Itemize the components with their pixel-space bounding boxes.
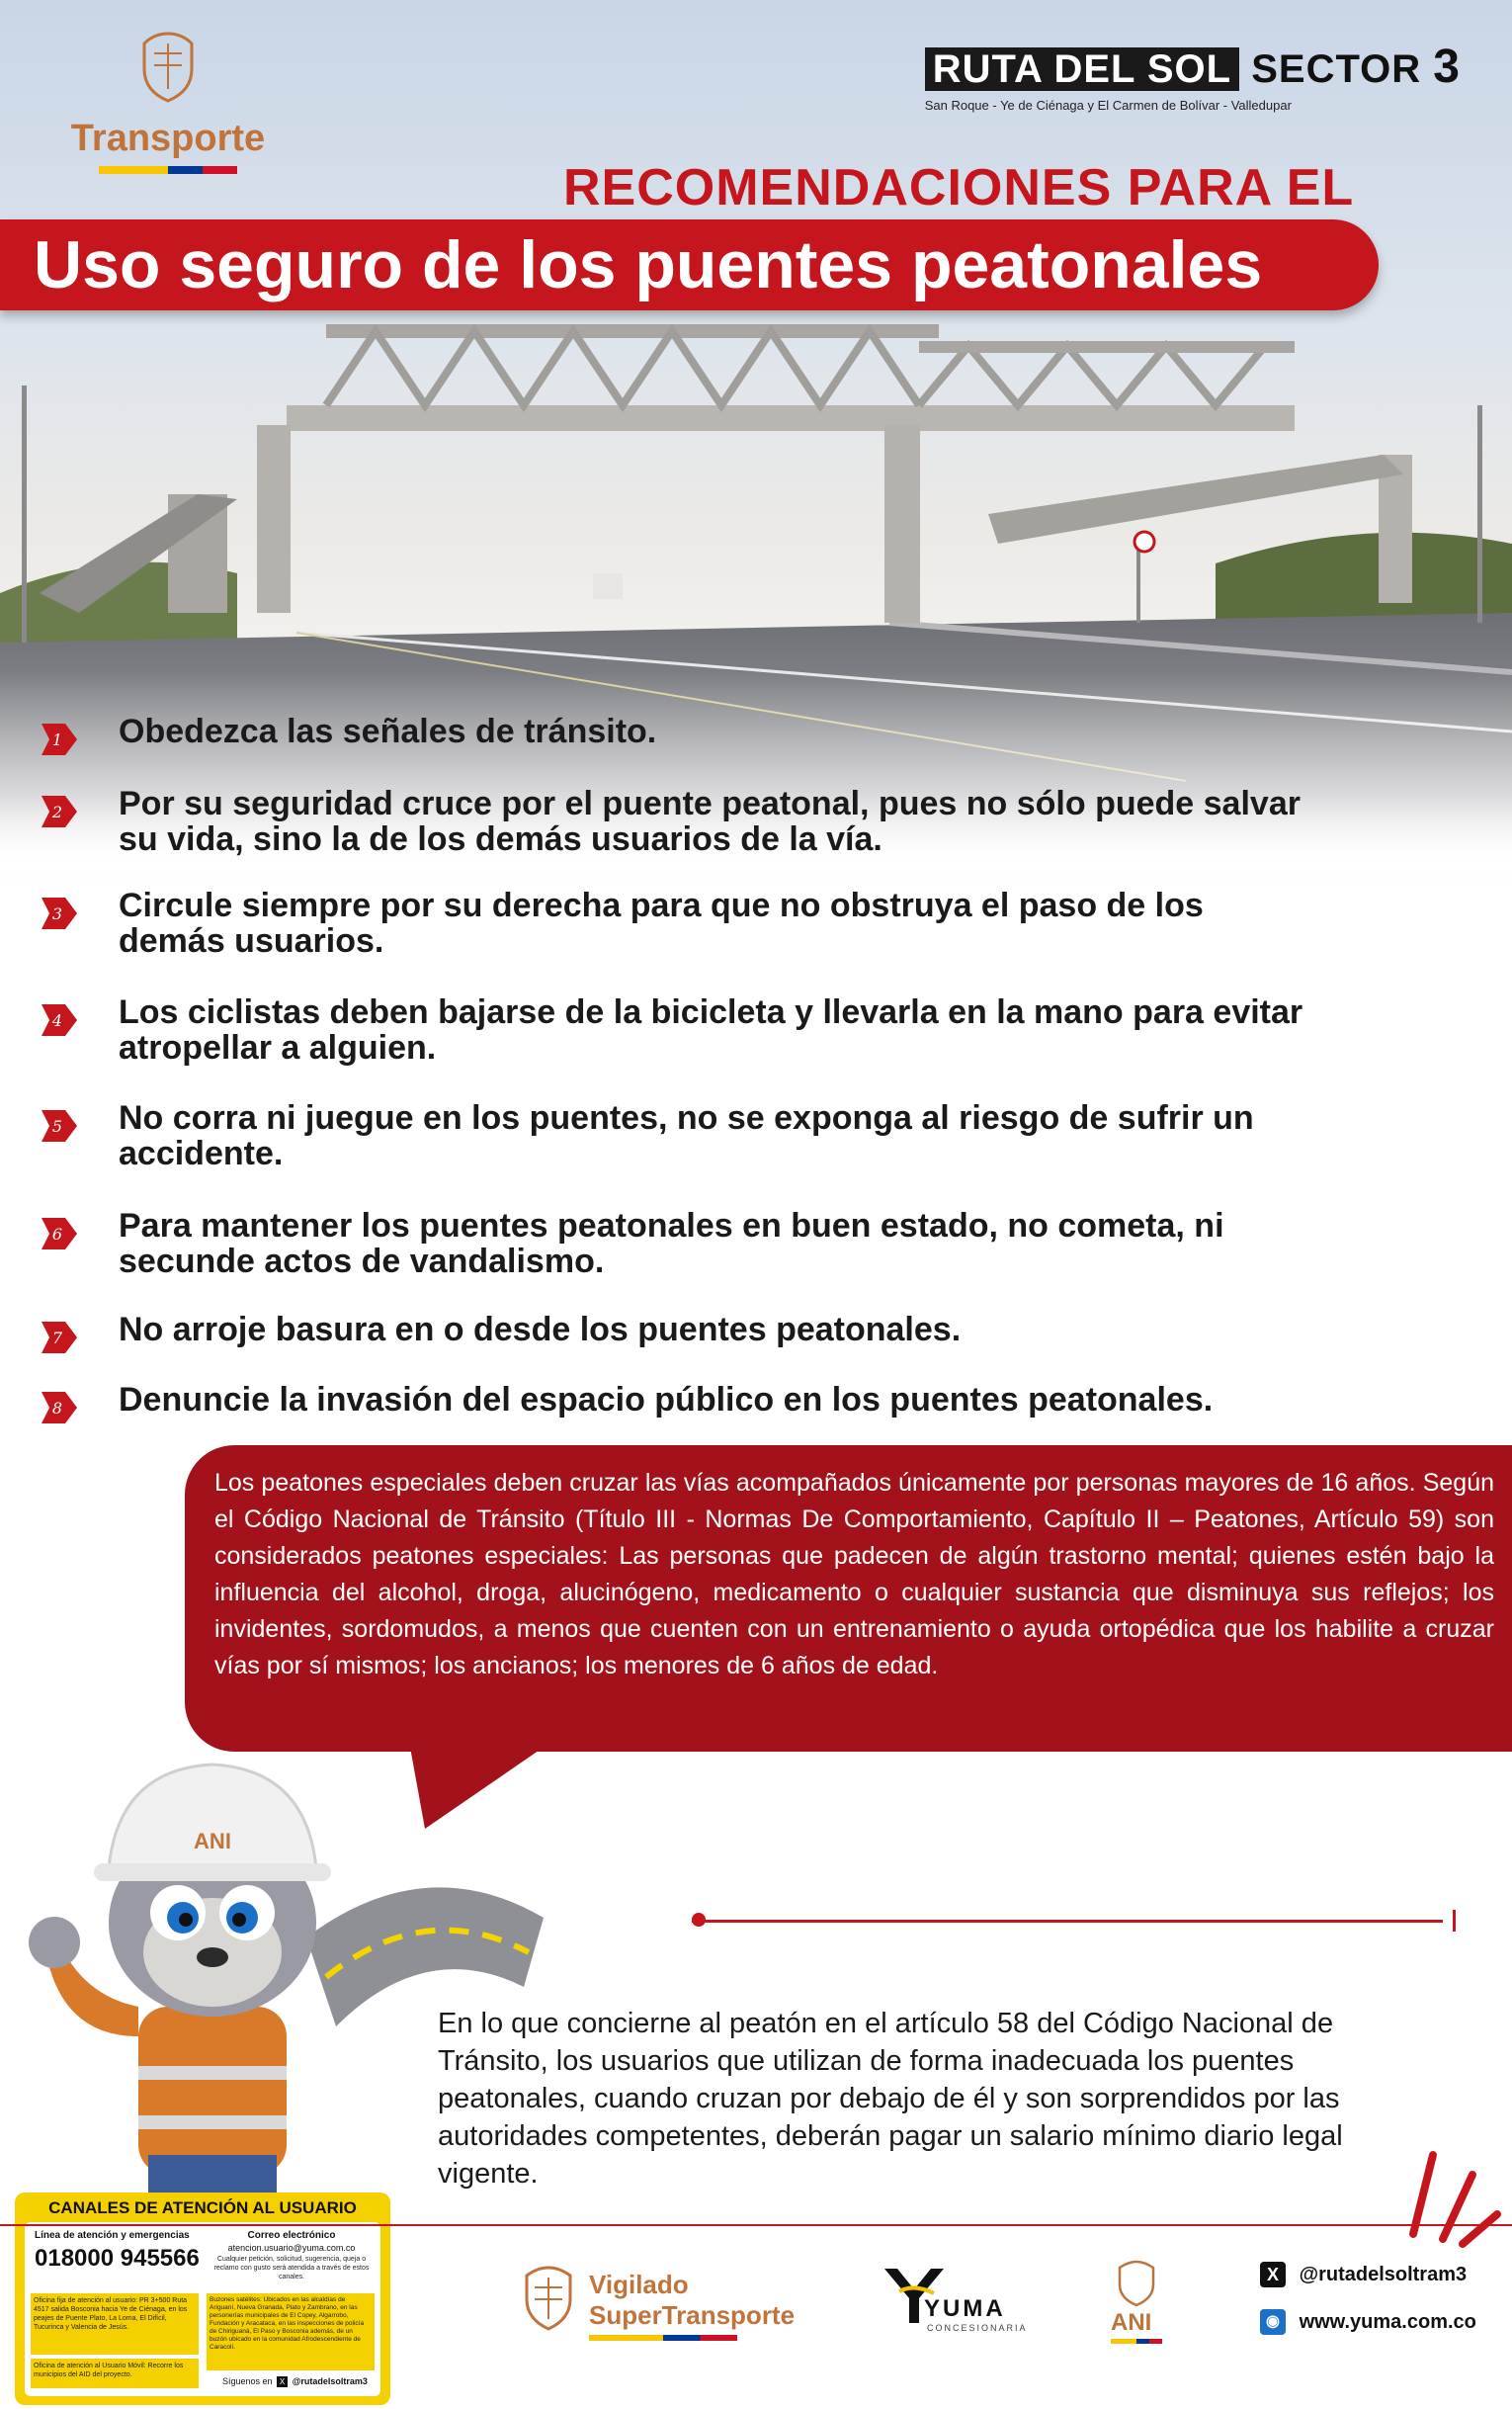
badge-number: 3: [51, 904, 63, 923]
article-58-paragraph: En lo que concierne al peatón en el artículo 58 del Código Nacional de Tránsito, los usuarios que utilizan de forma inadecuada los puentes peatonales, cuando cruzan por debajo de él y son sorprendidos por las autoridades competentes, deberán pagar un salario mínimo diario legal vigente.: [438, 2008, 1343, 2190]
yuma-subtitle: CONCESIONARIA: [927, 2323, 1028, 2333]
office-fixed-note: Oficina fija de atención al usuario: PR 3+500 Ruta 4517 salida Bosconia hacia Ye de Ciénaga, en los peajes de Puente Plato, La Loma, El Difícil, Tucurinca y Valencia de Jesús.: [31, 2293, 199, 2355]
badge-number: 7: [51, 1329, 63, 1347]
badge-number: 1: [51, 731, 63, 749]
number-badge-icon: [40, 894, 79, 933]
number-badge-icon: [40, 1388, 79, 1427]
website-url: www.yuma.com.co: [1299, 2310, 1476, 2333]
x-icon: X: [277, 2376, 288, 2387]
badge-number: 6: [51, 1225, 63, 1244]
ruta-del-sol-logo: [925, 40, 1461, 113]
page-title: Uso seguro de los puentes peatonales: [0, 219, 1379, 310]
vigilado-text: Vigilado: [589, 2270, 689, 2299]
twitter-handle: @rutadelsoltram3: [1299, 2263, 1468, 2285]
canales-body: [25, 2222, 380, 2396]
twitter-link[interactable]: [1260, 2262, 1467, 2287]
special-pedestrians-bubble: [185, 1445, 1512, 1752]
divider-line: [692, 1920, 1443, 1923]
recommendation-text: Obedezca las señales de tránsito.: [119, 713, 657, 750]
yuma-name: YUMA: [924, 2295, 1006, 2322]
recommendation-text: Los ciclistas deben bajarse de la bicicleta y llevarla en la mano para evitar atropellar a alguien.: [119, 993, 1303, 1067]
number-badge-icon: [40, 720, 79, 759]
badge-number: 4: [51, 1011, 63, 1030]
number-badge-icon: [40, 1214, 79, 1253]
ruta-sector-number: 3: [1433, 41, 1461, 93]
number-badge-icon: [40, 1318, 79, 1357]
number-badge-icon: [40, 1106, 79, 1146]
x-logo-icon: X: [1260, 2262, 1286, 2287]
ministry-name: Transporte: [70, 118, 266, 159]
supertransporte-shield-icon: [519, 2264, 578, 2333]
follow-label: Síguenos en: [222, 2376, 273, 2386]
website-link[interactable]: [1260, 2309, 1476, 2335]
recommendation-text: No arroje basura en o desde los puentes peatonales.: [119, 1311, 962, 1348]
ani-flag-bar: [1111, 2339, 1162, 2344]
badge-number: 2: [51, 803, 63, 821]
email-note: Cualquier petición, solicitud, sugerencia, queja o reclamo con gusto será atendida a través de estos canales.: [213, 2256, 370, 2280]
recommendation-text: No corra ni juegue en los puentes, no se exponga al riesgo de sufrir un accidente.: [119, 1099, 1254, 1172]
colombia-flag-bar: [99, 166, 237, 174]
mascot-illustration: [10, 1740, 563, 2214]
recommendation-text: Circule siempre por su derecha para que no obstruya el paso de los demás usuarios.: [119, 887, 1204, 960]
phone-number[interactable]: 018000 945566: [35, 2245, 200, 2272]
office-mobile-note: Oficina de atención al Usuario Móvil: Recorre los municipios del AID del proyecto.: [31, 2359, 199, 2388]
globe-icon: ◉: [1260, 2309, 1286, 2335]
vigilado-flag-bar: [589, 2335, 737, 2341]
ruta-subtitle: San Roque - Ye de Ciénaga y El Carmen de Bolívar - Valledupar: [924, 98, 1292, 113]
supertransporte-text: SuperTransporte: [589, 2300, 796, 2330]
email-label: Correo electrónico: [247, 2230, 336, 2241]
number-badge-icon: [40, 792, 79, 831]
ministry-logo: [40, 30, 296, 174]
email-address[interactable]: atencion.usuario@yuma.com.co: [227, 2243, 356, 2253]
bubble-text: Los peatones especiales deben cruzar las vías acompañados únicamente por personas mayores de 16 años. Según el Código Nacional de Tránsito (Título III - Normas De Comportamiento, Capítulo II – Peatones, Artículo 59) son considerados peatones especiales: Las personas que padecen de algún trastorno mental; quienes estén bajo la influencia del alcohol, droga, alucinógeno, medicamento o cualquier sustancia que disminuya sus reflejos; los invidentes, sordomudos, a menos que cuenten con un entrenamiento o ayuda ortopédica que los habilite a cruzar vías por sí mismos; los ancianos; los menores de 6 años de edad.: [214, 1469, 1494, 1679]
hero-section: [0, 0, 1512, 890]
decorative-strokes: [1403, 2145, 1502, 2254]
phone-label: Línea de atención y emergencias: [35, 2230, 190, 2241]
recommendation-text: Por su seguridad cruce por el puente peatonal, pues no sólo puede salvar su vida, sino la de los demás usuarios de la vía.: [119, 785, 1301, 858]
coat-of-arms-icon: [136, 30, 200, 105]
badge-number: 8: [51, 1399, 63, 1418]
recommendation-text: Para mantener los puentes peatonales en buen estado, no cometa, ni secunde actos de vandalismo.: [119, 1207, 1224, 1280]
follow-handle[interactable]: @rutadelsoltram3: [292, 2376, 368, 2386]
follow-us: [222, 2376, 376, 2387]
mailboxes-note: Buzones satélites: Ubicados en las alcaldías de Ariguaní, Nueva Granada, Plato y Zambrano, en las personerías municipales de El Copey, Algarrobo, Fundación y Aracataca, en las inspecciones de policía de Chiriguaná, El Paso y Bosconia además, de un buzón ubicado en la comunidad Afrodescendiente de Caracolí.: [207, 2293, 375, 2370]
footer-divider: [0, 2224, 1512, 2226]
vigilado-logo: [589, 2270, 795, 2341]
number-badge-icon: [40, 1000, 79, 1040]
ani-shield-icon: [1115, 2259, 1158, 2308]
title-prefix: RECOMENDACIONES PARA EL: [563, 159, 1355, 216]
ruta-del-sol-name: RUTA DEL SOL: [925, 47, 1239, 91]
canales-title: CANALES DE ATENCIÓN AL USUARIO: [48, 2198, 357, 2217]
ruta-sector-label: SECTOR: [1251, 47, 1422, 91]
badge-number: 5: [51, 1117, 63, 1136]
divider-dot: [692, 1913, 706, 1927]
divider-tick: [1453, 1910, 1456, 1932]
recommendation-text: Denuncie la invasión del espacio público en los puentes peatonales.: [119, 1381, 1214, 1419]
helmet-label: ANI: [194, 1829, 231, 1853]
ani-name: ANI: [1111, 2309, 1152, 2336]
